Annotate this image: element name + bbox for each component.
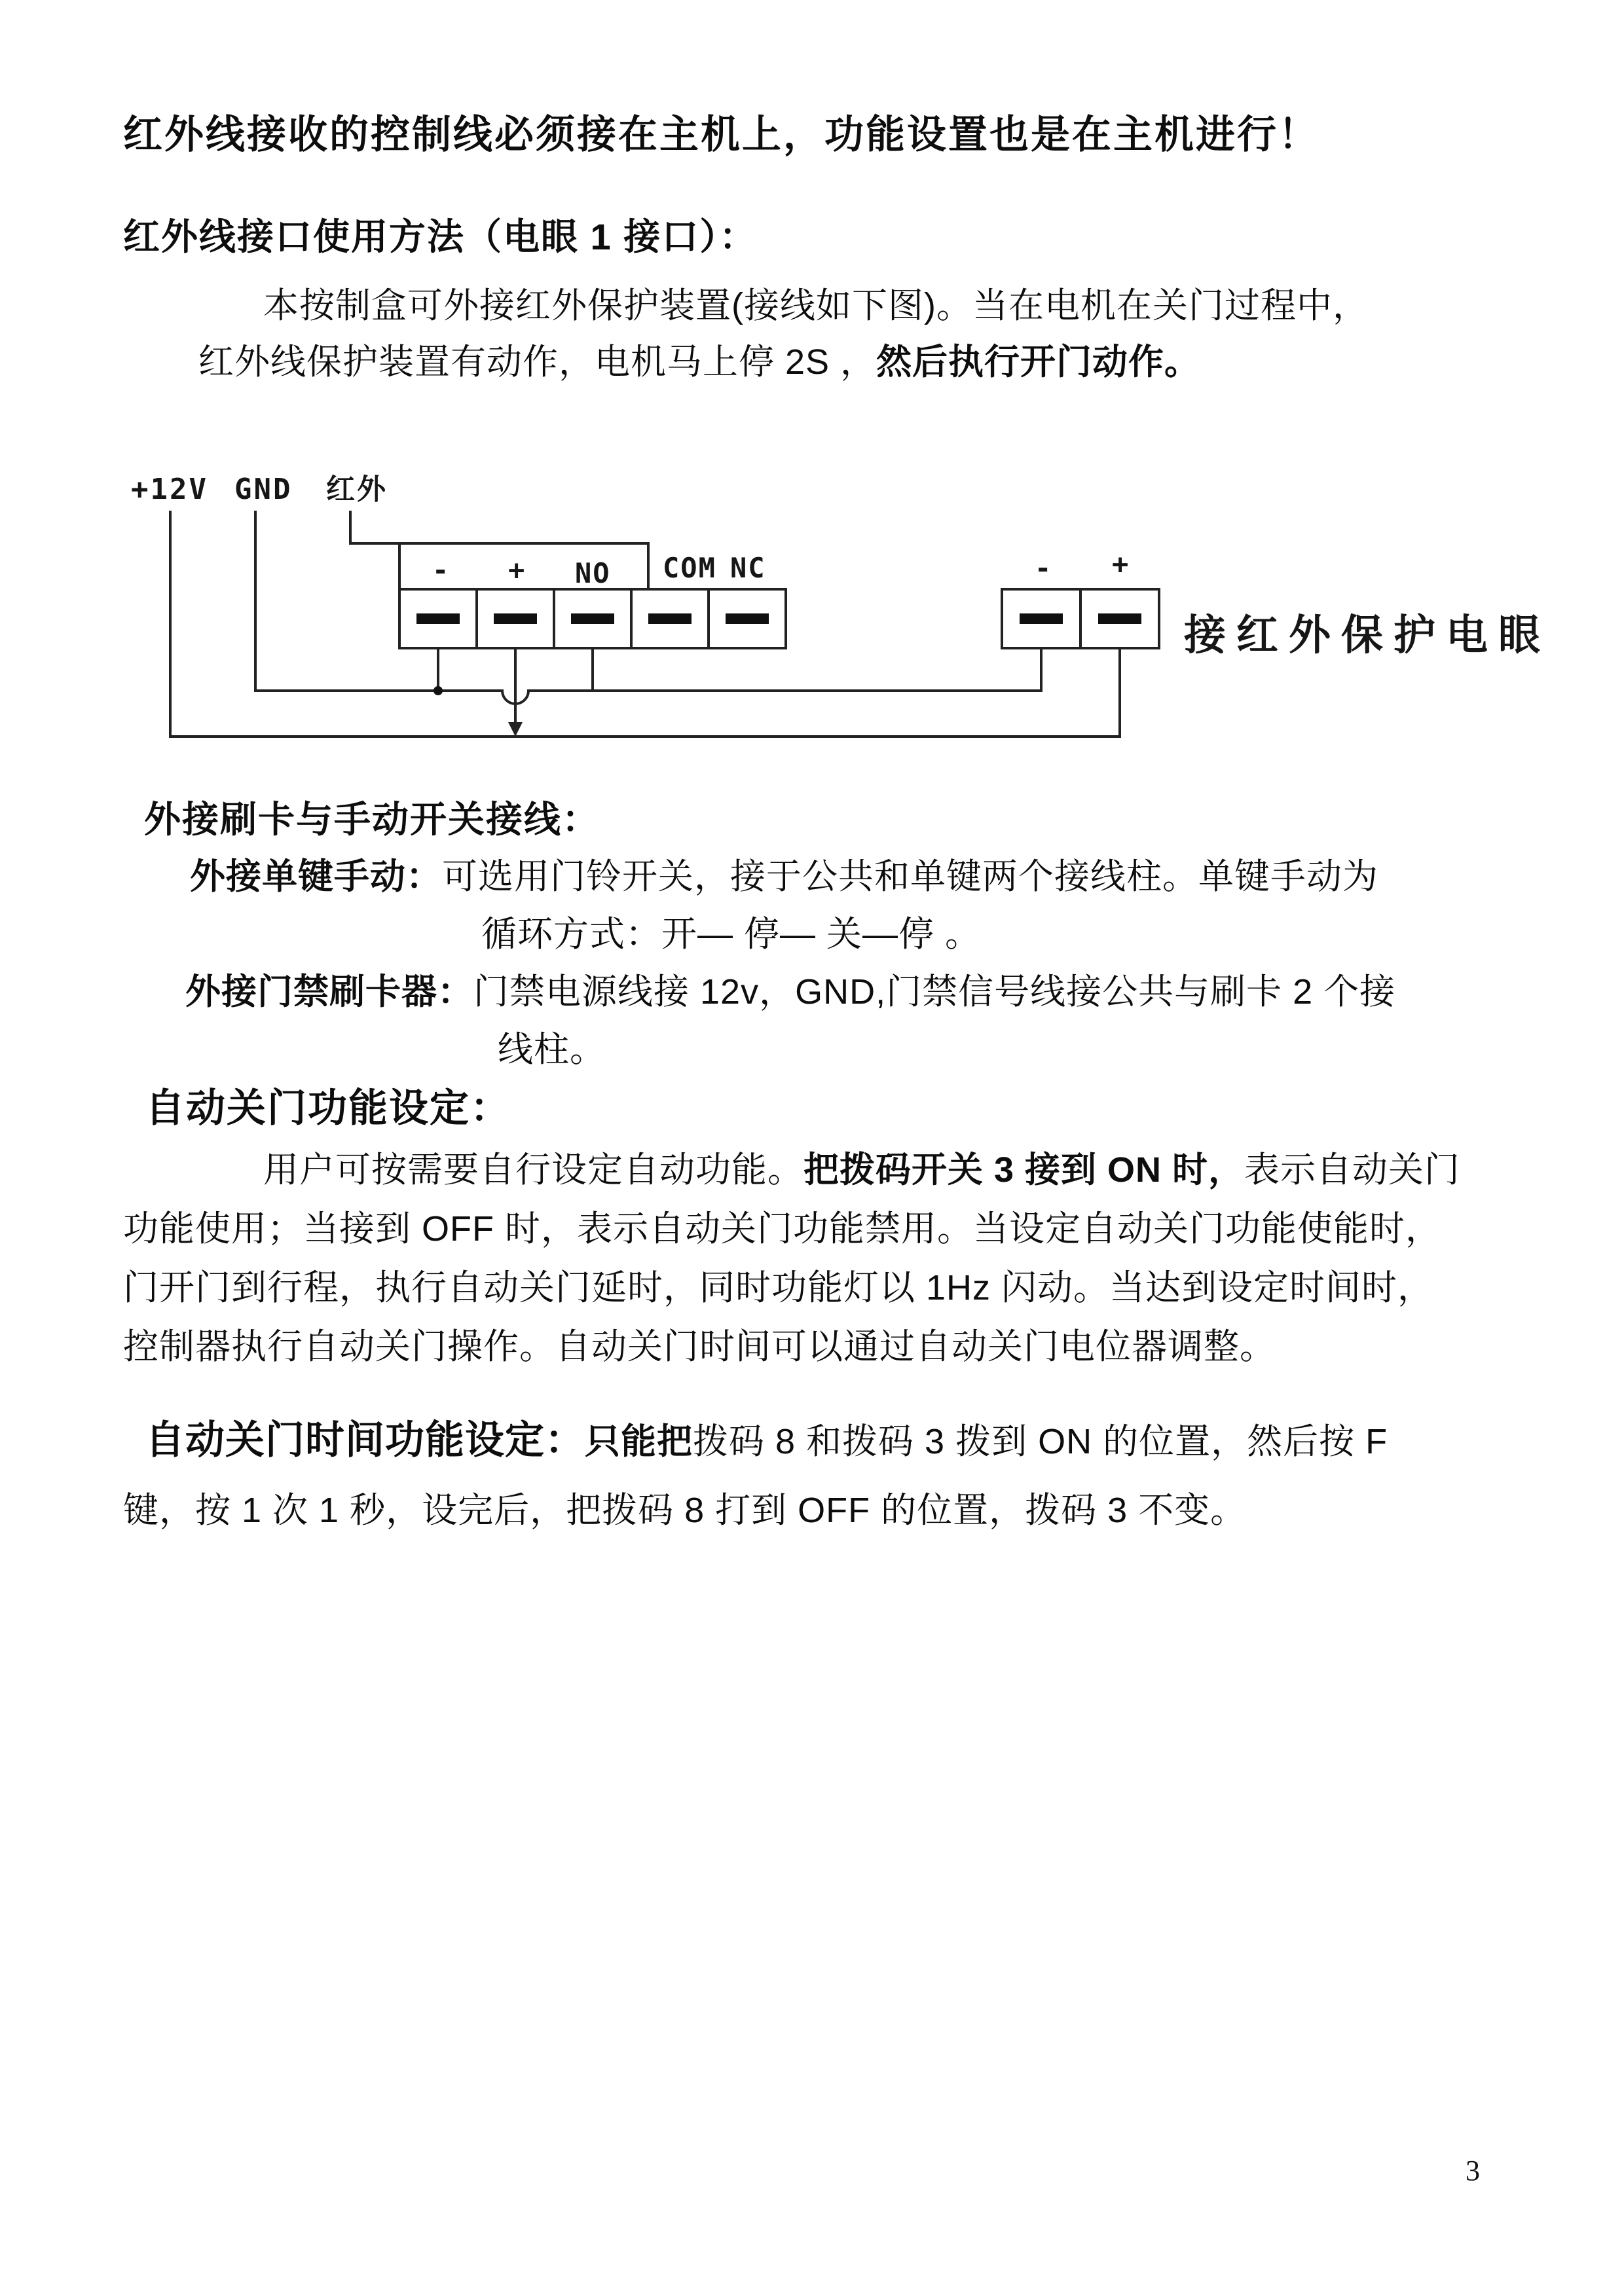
paragraph-line: 线柱。 (498, 1030, 606, 1069)
junction-dot (434, 686, 443, 695)
terminal-screw (571, 613, 614, 624)
paragraph-line: 功能使用；当接到 OFF 时，表示自动关门功能禁用。当设定自动关门功能使能时， (123, 1209, 1441, 1248)
paragraph-line (185, 964, 1395, 1014)
terminal-screw (726, 613, 769, 624)
paragraph-text: 拨码 8 和拨码 3 拨到 ON 的位置，然后按 F (693, 1422, 1388, 1461)
paragraph-text-bold: 然后执行开门动作。 (876, 342, 1201, 382)
section-heading-infrared-port: 红外线接口使用方法（电眼 1 接口）： (123, 216, 758, 257)
paragraph-text: 表示自动关门 (1244, 1150, 1461, 1190)
diagram-caption: 接红外保护电眼 (1184, 611, 1551, 659)
paragraph-line (190, 848, 1378, 899)
paragraph-line: 循环方式：开— 停— 关—停 。 (481, 915, 982, 954)
paragraph-text: 用户可按需要自行设定自动功能。 (263, 1150, 803, 1190)
paragraph-line (263, 1142, 1460, 1192)
terminal-label-minus: - (432, 554, 451, 586)
section-heading-auto-close: 自动关门功能设定： (145, 1086, 511, 1130)
diagram-label-infrared: 红外 (326, 473, 388, 505)
paragraph-line (198, 334, 1200, 384)
terminal-screw (416, 613, 460, 624)
terminal-label-nc: NC (730, 552, 766, 584)
terminal-label-minus-right: - (1035, 552, 1053, 584)
terminal-screw (648, 613, 692, 624)
diagram-label-gnd: GND (234, 473, 293, 506)
paragraph-line: 本按制盒可外接红外保护装置(接线如下图)。当在电机在关门过程中， (263, 286, 1369, 325)
item-lead-card-reader: 外接门禁刷卡器： (185, 972, 473, 1011)
paragraph-text-bold: 把拨码开关 3 接到 ON 时， (803, 1150, 1245, 1190)
page-number: 3 (1466, 2155, 1480, 2187)
arrowhead-down (508, 722, 523, 737)
paragraph-line: 门开门到行程，执行自动关门延时，同时功能灯以 1Hz 闪动。当达到设定时间时， (123, 1268, 1434, 1307)
page-title: 红外线接收的控制线必须接在主机上，功能设置也是在主机进行！ (123, 113, 1320, 156)
terminal-screw (1098, 613, 1141, 624)
paragraph-line: 键，按 1 次 1 秒，设完后，把拨码 8 打到 OFF 的位置，拨码 3 不变。 (123, 1491, 1247, 1530)
terminal-label-no: NO (575, 557, 611, 589)
paragraph-text: 红外线保护装置有动作，电机马上停 2S ， (198, 342, 877, 382)
terminal-label-plus: + (508, 554, 526, 586)
section-heading-switch-wiring: 外接刷卡与手动开关接线： (144, 799, 600, 840)
paragraph-line: 控制器执行自动关门操作。自动关门时间可以通过自动关门电位器调整。 (123, 1327, 1276, 1366)
terminal-label-plus-right: + (1112, 548, 1130, 580)
paragraph-text: 门禁电源线接 12v，GND,门禁信号线接公共与刷卡 2 个接 (473, 972, 1396, 1011)
paragraph-line (145, 1409, 1388, 1465)
diagram-label-12v: +12V (131, 473, 208, 506)
section-heading-auto-close-time: 自动关门时间功能设定： (145, 1418, 585, 1462)
terminal-screw (494, 613, 537, 624)
wiring-diagram (92, 458, 1565, 759)
paragraph-text-bold: 只能把 (585, 1422, 693, 1461)
paragraph-text: 可选用门铃开关，接于公共和单键两个接线柱。单键手动为 (442, 857, 1378, 896)
terminal-screw (1020, 613, 1063, 624)
terminal-label-com: COM (663, 552, 716, 584)
item-lead-manual-switch: 外接单键手动： (190, 857, 442, 896)
